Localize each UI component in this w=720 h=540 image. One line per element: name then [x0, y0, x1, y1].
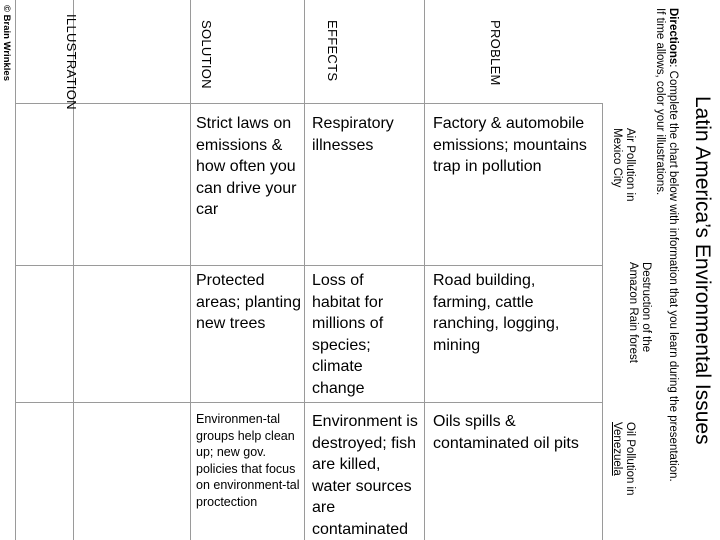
grid-line-solution-illustration — [190, 0, 191, 540]
grid-line-effects-solution — [304, 0, 305, 540]
row-heading-venezuela-part2: Venezuela — [611, 422, 623, 476]
row-heading-mexico-city: Air Pollution in Mexico City — [611, 128, 636, 202]
cell-mexico-effects: Respiratory illnesses — [312, 115, 394, 154]
cell-venezuela-effects: Environment is destroyed; fish are killed, water sources are contaminated — [312, 413, 418, 538]
directions-text — [653, 8, 679, 486]
cell-amazon-effects: Loss of habitat for millions of species; climate change — [312, 272, 384, 397]
column-heading-illustration: ILLUSTRATION — [64, 14, 79, 110]
directions-label: Directions — [667, 8, 679, 65]
grid-line-row1 — [15, 265, 603, 266]
grid-line-margin — [15, 0, 16, 540]
page-title: Latin America’s Environmental Issues — [691, 96, 714, 445]
cell-venezuela-solution: Environmen-tal groups help clean up; new gov. policies that focus on environment-tal proctection — [196, 412, 300, 509]
grid-line-problem-effects — [424, 0, 425, 540]
column-heading-problem: PROBLEM — [488, 20, 503, 86]
cell-amazon-problem: Road building, farming, cattle ranching, logging, mining — [433, 272, 560, 354]
grid-line-header — [15, 103, 603, 104]
cell-amazon-solution: Protected areas; planting new trees — [196, 272, 301, 332]
cell-mexico-solution: Strict laws on emissions & how often you can drive your car — [196, 115, 297, 218]
column-heading-effects: EFFECTS — [325, 20, 340, 82]
directions-body: : Complete the chart below with information that you learn during the presentation. If time allows, color your illustrations. — [654, 8, 679, 482]
cell-venezuela-problem: Oils spills & contaminated oil pits — [433, 413, 579, 452]
row-heading-venezuela — [610, 422, 636, 522]
copyright-notice: © Brain Wrinkles — [1, 5, 12, 81]
grid-line-row2 — [15, 402, 603, 403]
cell-mexico-problem: Factory & automobile emissions; mountains trap in pollution — [433, 115, 587, 175]
grid-line-right — [602, 103, 603, 540]
column-heading-solution: SOLUTION — [199, 20, 214, 89]
row-heading-amazon: Destruction of the Amazon Rain forest — [627, 262, 652, 363]
row-heading-venezuela-part1: Oil Pollution in — [624, 422, 636, 496]
